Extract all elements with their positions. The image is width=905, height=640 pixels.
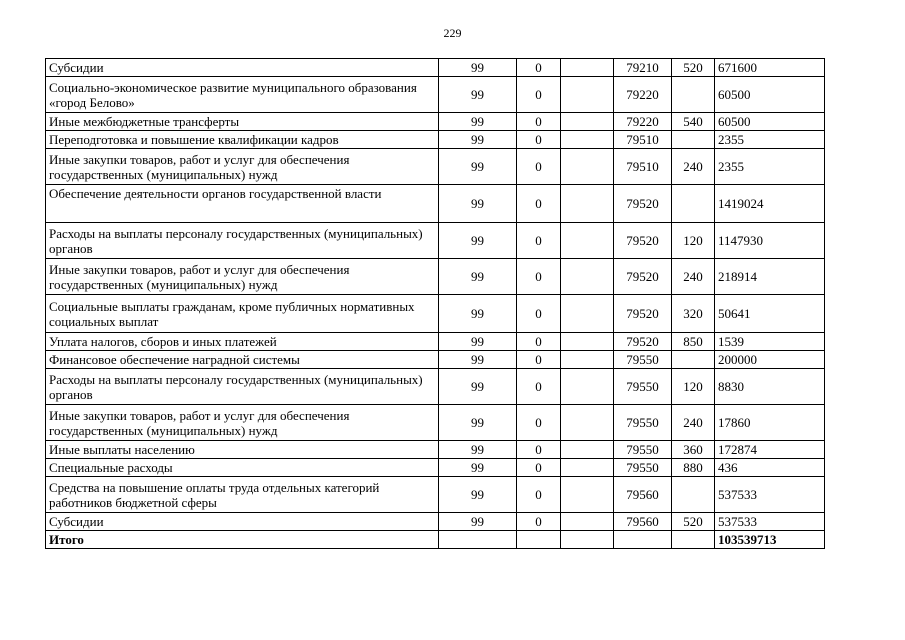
cell-code-4: 79550: [614, 405, 672, 441]
table-row: [46, 113, 825, 131]
cell-code-4: 79510: [614, 149, 672, 185]
cell-code-4: 79520: [614, 223, 672, 259]
cell-code-4: 79560: [614, 513, 672, 531]
cell-amount: 436: [715, 459, 825, 477]
cell-code-3: [561, 513, 614, 531]
cell-code-5: [672, 131, 715, 149]
cell-amount: 1147930: [715, 223, 825, 259]
cell-code-3: [561, 113, 614, 131]
cell-code-1: 99: [439, 259, 517, 295]
cell-amount: 2355: [715, 149, 825, 185]
cell-code-5: 520: [672, 59, 715, 77]
cell-name: Субсидии: [46, 59, 439, 77]
table-row: [46, 333, 825, 351]
cell-total-amount: 103539713: [715, 531, 825, 549]
cell-name: Средства на повышение оплаты труда отдельных категорий работников бюджетной сферы: [46, 477, 439, 513]
cell-code-4: 79220: [614, 77, 672, 113]
cell-code-3: [561, 59, 614, 77]
table-row: [46, 77, 825, 113]
cell-code-5: 520: [672, 513, 715, 531]
cell-code-5: 240: [672, 405, 715, 441]
cell-code-5: 120: [672, 223, 715, 259]
cell-code-5: 240: [672, 259, 715, 295]
cell-code-1: 99: [439, 59, 517, 77]
cell-code-3: [561, 77, 614, 113]
cell-code-5: 240: [672, 149, 715, 185]
table-row: [46, 477, 825, 513]
cell-name: Иные закупки товаров, работ и услуг для обеспечения государственных (муниципальных) нужд: [46, 405, 439, 441]
cell-code-3: [561, 441, 614, 459]
cell-code-5: [672, 351, 715, 369]
cell-name: Расходы на выплаты персоналу государственных (муниципальных) органов: [46, 369, 439, 405]
cell-code-3: [561, 459, 614, 477]
cell-code-2: 0: [517, 459, 561, 477]
cell-code-3: [561, 295, 614, 333]
cell-code-2: 0: [517, 441, 561, 459]
cell-code-2: 0: [517, 149, 561, 185]
cell-amount: 17860: [715, 405, 825, 441]
cell-code-5: 120: [672, 369, 715, 405]
cell-code-5: 880: [672, 459, 715, 477]
table-row: [46, 295, 825, 333]
cell-code-1: 99: [439, 77, 517, 113]
cell-code-3: [561, 223, 614, 259]
cell-code-2: 0: [517, 113, 561, 131]
cell-name: Иные межбюджетные трансферты: [46, 113, 439, 131]
cell-code-1: 99: [439, 513, 517, 531]
cell-code-2: 0: [517, 513, 561, 531]
cell-code-5: [672, 185, 715, 223]
cell-code-4: 79520: [614, 295, 672, 333]
table-row: [46, 405, 825, 441]
cell-code-2: 0: [517, 295, 561, 333]
cell-amount: 1539: [715, 333, 825, 351]
cell-amount: 2355: [715, 131, 825, 149]
cell-code-4: 79520: [614, 259, 672, 295]
cell-code-3: [561, 531, 614, 549]
cell-code-2: 0: [517, 259, 561, 295]
table-row: [46, 185, 825, 223]
table-row: [46, 131, 825, 149]
cell-name: Расходы на выплаты персоналу государственных (муниципальных) органов: [46, 223, 439, 259]
cell-code-2: 0: [517, 185, 561, 223]
cell-code-2: 0: [517, 351, 561, 369]
cell-code-2: 0: [517, 477, 561, 513]
cell-code-1: 99: [439, 185, 517, 223]
cell-amount: 172874: [715, 441, 825, 459]
cell-code-1: 99: [439, 351, 517, 369]
cell-amount: 218914: [715, 259, 825, 295]
table-row: [46, 351, 825, 369]
cell-code-2: [517, 531, 561, 549]
cell-name: Социальные выплаты гражданам, кроме публичных нормативных социальных выплат: [46, 295, 439, 333]
cell-code-4: 79520: [614, 333, 672, 351]
cell-code-1: 99: [439, 333, 517, 351]
table-row: [46, 259, 825, 295]
cell-name: Социально-экономическое развитие муниципального образования «город Белово»: [46, 77, 439, 113]
cell-code-3: [561, 405, 614, 441]
cell-name: Переподготовка и повышение квалификации кадров: [46, 131, 439, 149]
table-row: [46, 459, 825, 477]
cell-code-4: 79560: [614, 477, 672, 513]
cell-code-2: 0: [517, 333, 561, 351]
cell-code-4: 79550: [614, 459, 672, 477]
cell-amount: 8830: [715, 369, 825, 405]
cell-name: Иные закупки товаров, работ и услуг для обеспечения государственных (муниципальных) нужд: [46, 149, 439, 185]
cell-code-2: 0: [517, 131, 561, 149]
cell-code-2: 0: [517, 369, 561, 405]
cell-code-5: 360: [672, 441, 715, 459]
cell-name: Финансовое обеспечение наградной системы: [46, 351, 439, 369]
cell-code-3: [561, 131, 614, 149]
cell-code-4: 79210: [614, 59, 672, 77]
cell-code-3: [561, 149, 614, 185]
cell-code-2: 0: [517, 77, 561, 113]
cell-code-1: 99: [439, 369, 517, 405]
cell-code-2: 0: [517, 405, 561, 441]
cell-code-1: 99: [439, 295, 517, 333]
cell-name: Субсидии: [46, 513, 439, 531]
cell-amount: 537533: [715, 513, 825, 531]
cell-code-3: [561, 351, 614, 369]
cell-code-4: 79510: [614, 131, 672, 149]
cell-code-1: 99: [439, 131, 517, 149]
cell-name: Специальные расходы: [46, 459, 439, 477]
cell-code-5: [672, 77, 715, 113]
cell-code-5: [672, 477, 715, 513]
budget-table-body: [46, 59, 825, 549]
cell-code-1: 99: [439, 149, 517, 185]
cell-code-3: [561, 259, 614, 295]
cell-amount: 1419024: [715, 185, 825, 223]
table-row: [46, 369, 825, 405]
table-row: [46, 513, 825, 531]
cell-code-5: 540: [672, 113, 715, 131]
cell-code-1: 99: [439, 223, 517, 259]
cell-code-3: [561, 333, 614, 351]
table-row: [46, 59, 825, 77]
cell-total-label: Итого: [46, 531, 439, 549]
cell-code-2: 0: [517, 223, 561, 259]
table-row: [46, 223, 825, 259]
cell-code-5: [672, 531, 715, 549]
cell-code-3: [561, 369, 614, 405]
cell-name: Иные выплаты населению: [46, 441, 439, 459]
cell-amount: 671600: [715, 59, 825, 77]
cell-code-4: 79550: [614, 369, 672, 405]
cell-code-4: 79220: [614, 113, 672, 131]
cell-code-4: [614, 531, 672, 549]
cell-name: Обеспечение деятельности органов государственной власти: [46, 185, 439, 223]
cell-amount: 200000: [715, 351, 825, 369]
cell-code-4: 79550: [614, 441, 672, 459]
budget-table: [45, 58, 825, 549]
cell-code-5: 850: [672, 333, 715, 351]
cell-code-1: 99: [439, 441, 517, 459]
cell-code-3: [561, 477, 614, 513]
cell-code-1: 99: [439, 405, 517, 441]
table-row: [46, 441, 825, 459]
cell-amount: 537533: [715, 477, 825, 513]
cell-code-1: [439, 531, 517, 549]
cell-code-4: 79550: [614, 351, 672, 369]
cell-amount: 60500: [715, 77, 825, 113]
cell-code-1: 99: [439, 459, 517, 477]
cell-name: Иные закупки товаров, работ и услуг для обеспечения государственных (муниципальных) нужд: [46, 259, 439, 295]
cell-code-1: 99: [439, 113, 517, 131]
cell-code-2: 0: [517, 59, 561, 77]
cell-amount: 60500: [715, 113, 825, 131]
page-number: 229: [443, 26, 462, 40]
table-row-total: [46, 531, 825, 549]
cell-code-4: 79520: [614, 185, 672, 223]
table-row: [46, 149, 825, 185]
cell-code-5: 320: [672, 295, 715, 333]
cell-amount: 50641: [715, 295, 825, 333]
cell-code-1: 99: [439, 477, 517, 513]
cell-name: Уплата налогов, сборов и иных платежей: [46, 333, 439, 351]
cell-code-3: [561, 185, 614, 223]
